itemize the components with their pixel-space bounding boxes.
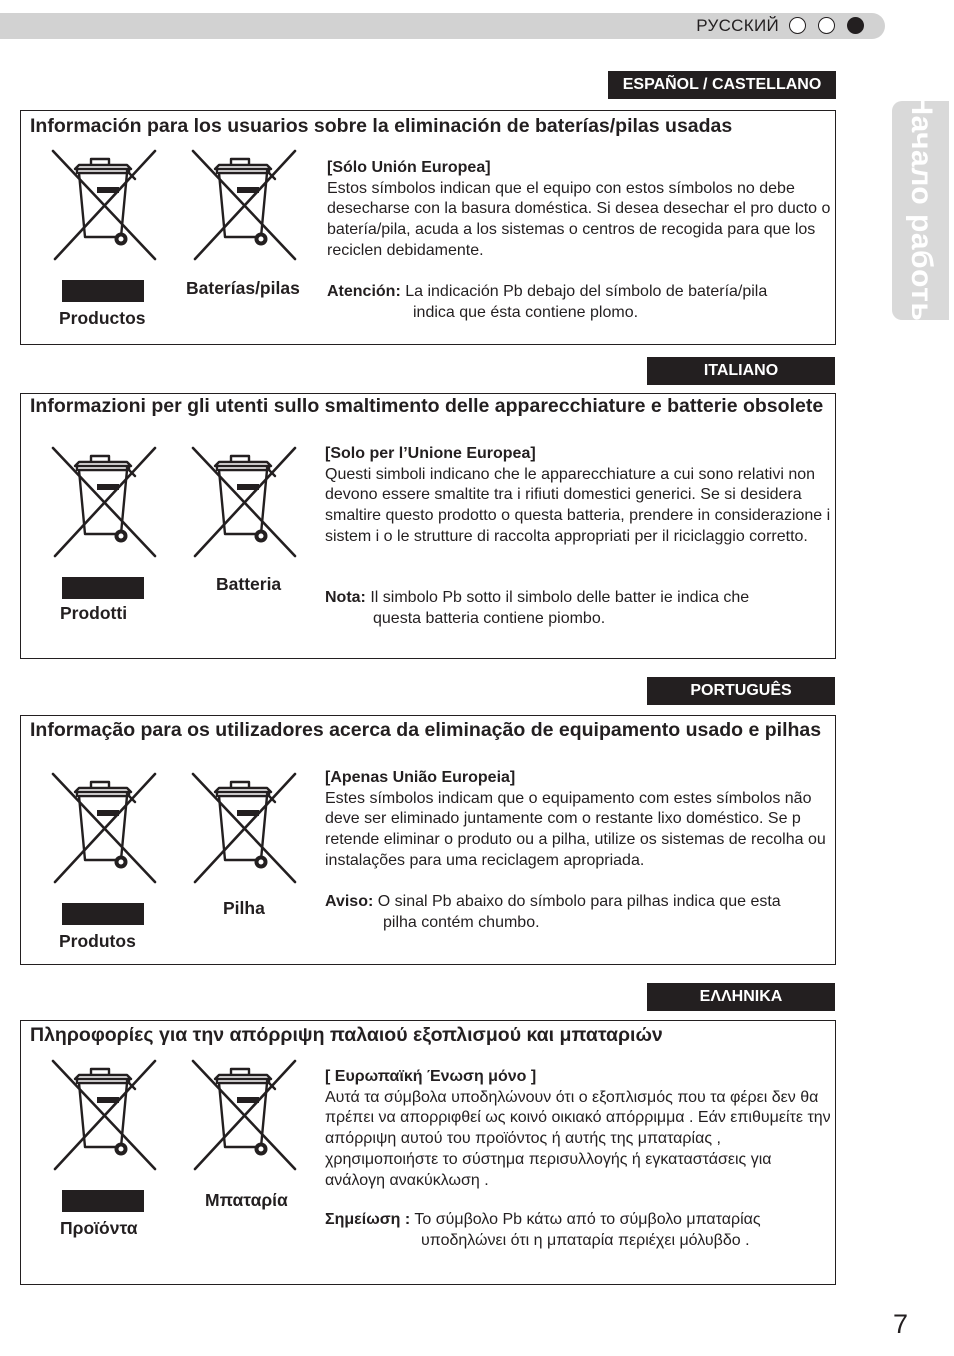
crossed-bin-icon — [51, 772, 157, 884]
section-body-text: Questi simboli indicano che le apparecchiature a cui sono relativi non devono essere smaltite tra i rifiuti domestici generici. Se si desidera smaltire questo prodotto o questa batteria, prendere in considerazione i sistem i o le strutture di raccolta appropriati per il riciclaggio corretto. — [325, 465, 831, 545]
section-subheading: [Apenas União Europeia] — [325, 769, 516, 786]
note-line-1: La indicación Pb debajo del símbolo de batería/pila — [405, 283, 768, 300]
section-title: Informação para os utilizadores acerca da eliminação de equipamento usado e pilhas — [30, 719, 822, 741]
products-label: Productos — [59, 308, 146, 328]
page-indicator-dot — [789, 17, 806, 34]
language-tag-portuguese: PORTUGUÊS — [647, 677, 835, 705]
black-bar-mark — [62, 1190, 144, 1212]
products-label: Prodotti — [60, 603, 128, 623]
crossed-bin-icon — [191, 149, 297, 261]
note-label: Nota: — [325, 589, 366, 606]
section-body — [325, 1067, 835, 1191]
section-body-text: Estes símbolos indicam que o equipamento com estes símbolos não deve ser eliminado juntamente com o restante lixo doméstico. Se p retende eliminar o produto ou a pilha, utilize os sistemas de recolha ou instalações para uma reciclagem apropriada. — [325, 789, 826, 869]
section-note — [325, 588, 833, 629]
products-label: Προϊόντα — [60, 1218, 138, 1238]
section-note — [325, 1210, 835, 1251]
battery-label: Batteria — [216, 574, 282, 594]
note-line-1: O sinal Pb abaixo do símbolo para pilhas indica que esta — [377, 893, 781, 910]
battery-label: Pilha — [223, 898, 265, 918]
page-number: 7 — [893, 1309, 909, 1339]
header-language: РУССКИЙ — [696, 16, 779, 35]
side-tab-label: Начало работы — [904, 93, 938, 328]
section-body — [325, 768, 835, 872]
section-greek — [20, 1020, 836, 1285]
header-bar — [0, 13, 885, 39]
black-bar-mark — [62, 903, 144, 925]
black-bar-mark — [62, 577, 144, 599]
note-line-2: υποδηλώνει ότι η μπαταρία περιέχει μόλυβδο . — [421, 1231, 750, 1249]
section-italian — [20, 393, 836, 659]
note-line-2: pilha contém chumbo. — [383, 913, 540, 931]
note-label: Aviso: — [325, 893, 374, 910]
crossed-bin-icon — [191, 772, 297, 884]
side-tab — [892, 93, 949, 328]
crossed-bin-icon — [51, 149, 157, 261]
black-bar-mark — [62, 280, 144, 302]
section-body-text: Αυτά τα σύμβολα υποδηλώνουν ότι ο εξοπλισμός που τα φέρει δεν θα πρέπει να απορριφθεί ως κοινό οικιακό απόρριμμα . Εάν επιθυμείτε την απόρριψη αυτού του προϊόντος ή αυτής της μπαταρίας , χρησιμοποιήστε το σύστημα περισυλλογής ή εγκαταστάσεις για ανάλογη ανακύκλωση . — [325, 1088, 831, 1189]
crossed-bin-icon — [51, 446, 157, 558]
section-portuguese — [20, 715, 836, 965]
section-body-text: Estos símbolos indican que el equipo con estos símbolos no debe desecharse con la basura doméstica. Si desea desechar el pro ducto o batería/pila, acuda a los sistemas o centros de recogida para que los reciclen debidamente. — [327, 179, 831, 259]
language-tag-italian: ITALIANO — [647, 357, 835, 385]
crossed-bin-icon — [51, 1059, 157, 1171]
products-label: Produtos — [59, 931, 136, 951]
crossed-bin-icon — [191, 1059, 297, 1171]
battery-label: Baterías/pilas — [186, 278, 300, 298]
note-line-1: Il simbolo Pb sotto il simbolo delle batter ie indica che — [370, 589, 750, 606]
note-line-2: questa batteria contiene piombo. — [373, 609, 606, 627]
note-label: Σημείωση : — [325, 1211, 411, 1228]
section-title: Πληροφορίες για την απόρριψη παλαιού εξοπλισμού και μπαταριών — [30, 1024, 663, 1046]
section-spanish — [20, 110, 836, 345]
crossed-bin-icon — [191, 446, 297, 558]
section-body — [327, 158, 833, 262]
section-title: Informazioni per gli utenti sullo smaltimento delle apparecchiature e batterie obsolete — [30, 395, 824, 417]
battery-label: Μπαταρία — [205, 1190, 288, 1210]
section-subheading: [Sólo Unión Europea] — [327, 159, 491, 176]
section-subheading: [ Ευρωπαϊκή Ένωση μόνο ] — [325, 1068, 537, 1085]
note-label: Atención: — [327, 283, 401, 300]
section-note — [327, 282, 833, 323]
note-line-2: indica que ésta contiene plomo. — [413, 303, 639, 321]
page-indicator-dot-active — [847, 17, 864, 34]
section-body — [325, 444, 833, 548]
section-title: Información para los usuarios sobre la eliminación de baterías/pilas usadas — [30, 115, 733, 137]
page-indicator-dot — [818, 17, 835, 34]
language-tag-spanish: ESPAÑOL / CASTELLANO — [608, 71, 836, 99]
note-line-1: Το σύμβολο Pb κάτω από το σύμβολο μπαταρίας — [414, 1211, 761, 1228]
section-note — [325, 892, 835, 933]
section-subheading: [Solo per l’Unione Europea] — [325, 445, 536, 462]
language-tag-greek: ΕΛΛΗΝΙΚΑ — [647, 983, 835, 1011]
